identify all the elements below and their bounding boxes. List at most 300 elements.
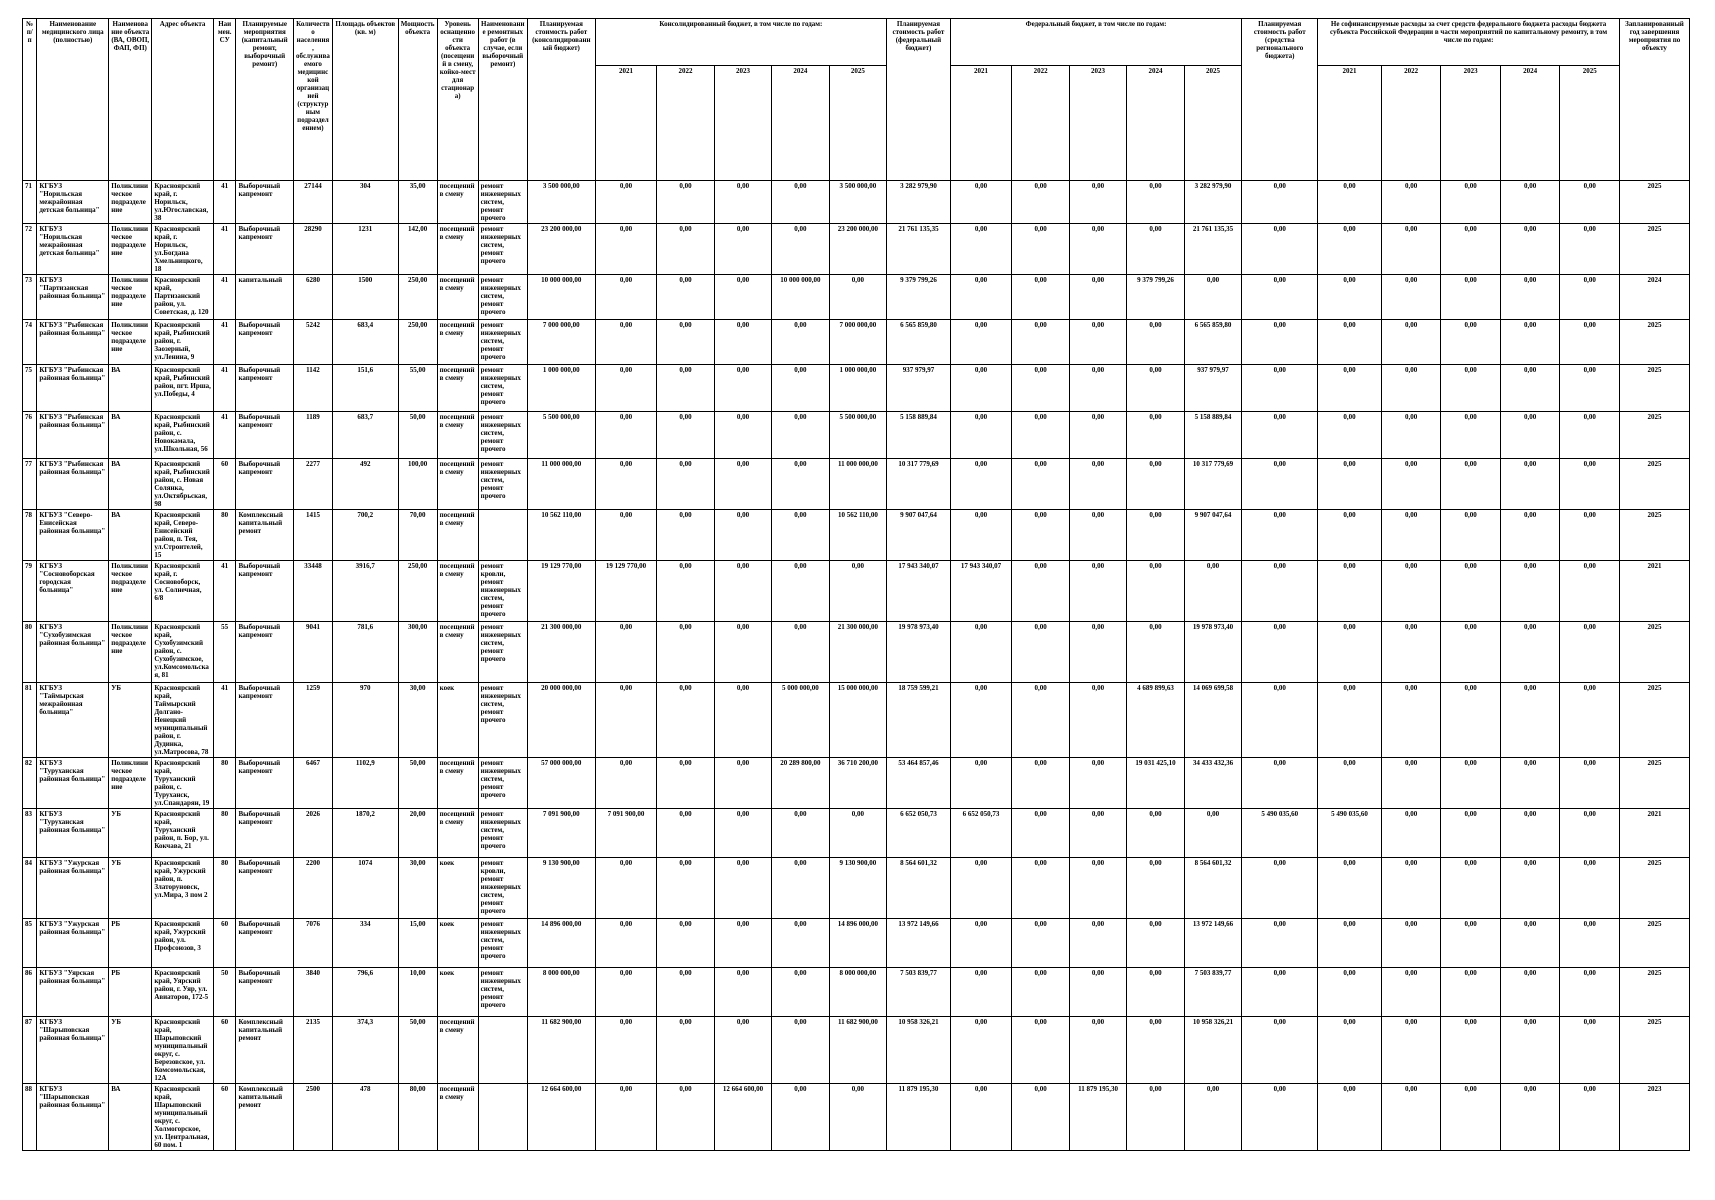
table-row [23, 1084, 1690, 1151]
regional-year-value: 0,00 [1441, 858, 1501, 919]
consolidated-year-value: 0,00 [714, 561, 771, 622]
regional-year-value: 0,00 [1441, 320, 1501, 365]
consolidated-year-value: 0,00 [595, 758, 657, 809]
regional-year-value: 0,00 [1381, 510, 1441, 561]
regional-year-value: 0,00 [1381, 683, 1441, 758]
total-cost: 5 500 000,00 [527, 412, 595, 459]
federal-year-value: 0,00 [1012, 683, 1069, 758]
year-header: 2025 [1560, 66, 1620, 181]
planned-event: Выборочный капремонт [236, 561, 293, 622]
consolidated-year-value: 0,00 [657, 1084, 714, 1151]
code-cell: 80 [213, 510, 236, 561]
consolidated-year-value: 21 300 000,00 [829, 622, 886, 683]
population: 6280 [293, 275, 332, 320]
consolidated-year-value: 0,00 [714, 809, 771, 858]
federal-year-value: 14 069 699,58 [1184, 683, 1242, 758]
area: 1500 [332, 275, 398, 320]
table-row [23, 758, 1690, 809]
regional-year-value: 5 490 035,60 [1318, 809, 1382, 858]
consolidated-year-value: 5 500 000,00 [829, 412, 886, 459]
header-works: Наименование ремонтных работ (в случае, если выборочный ремонт) [478, 19, 527, 181]
consolidated-year-value: 0,00 [714, 459, 771, 510]
object-address: Красноярский край, Туруханский район, п. Бор, ул. Кокчава, 21 [152, 809, 214, 858]
code-cell: 80 [213, 758, 236, 809]
regional-year-value: 0,00 [1318, 275, 1382, 320]
completion-year: 2025 [1619, 224, 1689, 275]
regional-year-value: 0,00 [1318, 919, 1382, 968]
federal-year-value: 0,00 [1069, 459, 1126, 510]
regional-year-value: 0,00 [1560, 320, 1620, 365]
federal-year-value: 0,00 [1012, 365, 1069, 412]
institution-name: КГБУЗ "Норильская межрайонная детская больница" [37, 224, 109, 275]
consolidated-year-value: 0,00 [714, 365, 771, 412]
year-header: 2021 [1318, 66, 1382, 181]
code-cell: 80 [213, 809, 236, 858]
consolidated-year-value: 0,00 [657, 809, 714, 858]
federal-year-value: 34 433 432,36 [1184, 758, 1242, 809]
federal-year-value: 0,00 [1127, 412, 1184, 459]
consolidated-year-value: 0,00 [772, 412, 829, 459]
object-address: Красноярский край, Партизанский район, ул. Советская, д. 120 [152, 275, 214, 320]
header-cost: Планируемая стоимость работ (консолидированный бюджет) [527, 19, 595, 181]
object-address: Красноярский край, г. Норильск, ул.Югославская, 38 [152, 181, 214, 224]
row-number: 84 [23, 858, 37, 919]
header-institution: Наименование медицинского лица (полностью) [37, 19, 109, 181]
planned-event: Выборочный капремонт [236, 224, 293, 275]
regional-year-value: 0,00 [1560, 1084, 1620, 1151]
division-type: Поликлиническое подразделение [109, 224, 152, 275]
repair-works: ремонт инженерных систем, ремонт прочего [478, 968, 527, 1017]
regional-year-value: 0,00 [1318, 224, 1382, 275]
federal-year-value: 19 978 973,40 [1184, 622, 1242, 683]
regional-year-value: 0,00 [1318, 181, 1382, 224]
capacity: 50,00 [398, 412, 437, 459]
consolidated-year-value: 0,00 [595, 858, 657, 919]
capital-repair-table [22, 18, 1690, 1151]
consolidated-year-value: 0,00 [657, 275, 714, 320]
consolidated-year-value: 9 130 900,00 [829, 858, 886, 919]
institution-name: КГБУЗ "Ужурская районная больница" [37, 919, 109, 968]
federal-year-value: 0,00 [1127, 968, 1184, 1017]
capacity: 30,00 [398, 858, 437, 919]
total-cost: 19 129 770,00 [527, 561, 595, 622]
header-federal-cost: Планируемая стоимость работ (федеральный бюджет) [887, 19, 951, 181]
row-number: 88 [23, 1084, 37, 1151]
document-page [22, 18, 1690, 1151]
consolidated-year-value: 36 710 200,00 [829, 758, 886, 809]
federal-year-value: 3 282 979,90 [1184, 181, 1242, 224]
total-cost: 11 682 900,00 [527, 1017, 595, 1084]
repair-works: ремонт инженерных систем, ремонт прочего [478, 459, 527, 510]
area: 796,6 [332, 968, 398, 1017]
object-address: Красноярский край, Шарыповский муниципальный округ, с. Холмогорское, ул. Центральная, 60 пом. 1 [152, 1084, 214, 1151]
planned-event: Выборочный капремонт [236, 809, 293, 858]
regional-year-value: 0,00 [1318, 683, 1382, 758]
completion-year: 2025 [1619, 459, 1689, 510]
consolidated-year-value: 0,00 [657, 968, 714, 1017]
consolidated-year-value: 0,00 [829, 809, 886, 858]
planned-event: Выборочный капремонт [236, 320, 293, 365]
total-cost: 21 300 000,00 [527, 622, 595, 683]
consolidated-year-value: 0,00 [657, 758, 714, 809]
regional-year-value: 0,00 [1441, 510, 1501, 561]
institution-name: КГБУЗ "Рыбинская районная больница" [37, 320, 109, 365]
regional-year-value: 0,00 [1441, 1084, 1501, 1151]
row-number: 76 [23, 412, 37, 459]
existing-level: коек [437, 968, 478, 1017]
consolidated-year-value: 0,00 [657, 622, 714, 683]
consolidated-year-value: 0,00 [772, 622, 829, 683]
existing-level: посещений в смену [437, 320, 478, 365]
federal-year-value: 0,00 [1012, 275, 1069, 320]
consolidated-year-value: 0,00 [772, 809, 829, 858]
federal-year-value: 0,00 [1069, 561, 1126, 622]
completion-year: 2025 [1619, 412, 1689, 459]
regional-year-value: 0,00 [1500, 1084, 1560, 1151]
planned-event: Выборочный капремонт [236, 622, 293, 683]
federal-cost: 9 907 047,64 [887, 510, 951, 561]
regional-year-value: 0,00 [1381, 224, 1441, 275]
institution-name: КГБУЗ "Шарыповская районная больница" [37, 1017, 109, 1084]
consolidated-year-value: 12 664 600,00 [714, 1084, 771, 1151]
repair-works: ремонт инженерных систем, ремонт прочего [478, 224, 527, 275]
regional-year-value: 0,00 [1500, 758, 1560, 809]
regional-cost: 0,00 [1242, 968, 1318, 1017]
federal-year-value: 0,00 [950, 968, 1012, 1017]
year-header: 2024 [1500, 66, 1560, 181]
consolidated-year-value: 0,00 [714, 968, 771, 1017]
row-number: 71 [23, 181, 37, 224]
division-type: Поликлиническое подразделение [109, 758, 152, 809]
consolidated-year-value: 0,00 [657, 510, 714, 561]
table-row [23, 1017, 1690, 1084]
code-cell: 41 [213, 561, 236, 622]
planned-event: Выборочный капремонт [236, 181, 293, 224]
existing-level: посещений в смену [437, 809, 478, 858]
row-number: 82 [23, 758, 37, 809]
year-header: 2021 [950, 66, 1012, 181]
year-header: 2023 [1441, 66, 1501, 181]
capacity: 30,00 [398, 683, 437, 758]
consolidated-year-value: 0,00 [829, 1084, 886, 1151]
federal-year-value: 0,00 [1069, 683, 1126, 758]
federal-year-value: 0,00 [950, 224, 1012, 275]
year-header: 2025 [1184, 66, 1242, 181]
object-address: Красноярский край, г. Сосновоборск, ул. Солнечная, 6/8 [152, 561, 214, 622]
table-row [23, 181, 1690, 224]
completion-year: 2025 [1619, 510, 1689, 561]
regional-year-value: 0,00 [1500, 459, 1560, 510]
total-cost: 23 200 000,00 [527, 224, 595, 275]
total-cost: 9 130 900,00 [527, 858, 595, 919]
institution-name: КГБУЗ "Сухобузимская районная больница" [37, 622, 109, 683]
consolidated-year-value: 0,00 [714, 1017, 771, 1084]
federal-cost: 9 379 799,26 [887, 275, 951, 320]
row-number: 81 [23, 683, 37, 758]
regional-year-value: 0,00 [1500, 561, 1560, 622]
consolidated-year-value: 0,00 [772, 561, 829, 622]
regional-year-value: 0,00 [1560, 622, 1620, 683]
consolidated-year-value: 0,00 [772, 968, 829, 1017]
regional-year-value: 0,00 [1441, 459, 1501, 510]
header-regional-cost: Планируемая стоимость работ (средства регионального бюджета) [1242, 19, 1318, 181]
capacity: 250,00 [398, 320, 437, 365]
regional-year-value: 0,00 [1318, 320, 1382, 365]
object-address: Красноярский край, г. Норильск, ул.Богдана Хмельницкого, 18 [152, 224, 214, 275]
federal-cost: 7 503 839,77 [887, 968, 951, 1017]
federal-year-value: 0,00 [1069, 365, 1126, 412]
area: 3916,7 [332, 561, 398, 622]
area: 1074 [332, 858, 398, 919]
federal-year-value: 0,00 [1069, 412, 1126, 459]
table-body [23, 181, 1690, 1151]
federal-year-value: 0,00 [1069, 858, 1126, 919]
consolidated-year-value: 14 896 000,00 [829, 919, 886, 968]
repair-works [478, 1084, 527, 1151]
regional-year-value: 0,00 [1318, 758, 1382, 809]
consolidated-year-value: 0,00 [595, 224, 657, 275]
division-type: РБ [109, 968, 152, 1017]
table-row [23, 224, 1690, 275]
capacity: 100,00 [398, 459, 437, 510]
regional-cost: 0,00 [1242, 365, 1318, 412]
code-cell: 60 [213, 1084, 236, 1151]
header-consolidated: Консолидированный бюджет, в том числе по годам: [595, 19, 886, 66]
division-type: ВА [109, 1084, 152, 1151]
capacity: 142,00 [398, 224, 437, 275]
year-header: 2024 [772, 66, 829, 181]
federal-year-value: 0,00 [950, 275, 1012, 320]
area: 334 [332, 919, 398, 968]
row-number: 79 [23, 561, 37, 622]
regional-year-value: 0,00 [1500, 224, 1560, 275]
federal-year-value: 0,00 [950, 919, 1012, 968]
division-type: ВА [109, 412, 152, 459]
federal-cost: 10 958 326,21 [887, 1017, 951, 1084]
regional-year-value: 0,00 [1381, 858, 1441, 919]
federal-year-value: 9 379 799,26 [1127, 275, 1184, 320]
code-cell: 50 [213, 968, 236, 1017]
federal-year-value: 0,00 [1012, 809, 1069, 858]
regional-cost: 0,00 [1242, 275, 1318, 320]
federal-year-value: 0,00 [1069, 510, 1126, 561]
consolidated-year-value: 0,00 [595, 1084, 657, 1151]
division-type: УБ [109, 858, 152, 919]
header-federal: Федеральный бюджет, в том числе по годам: [950, 19, 1242, 66]
consolidated-year-value: 0,00 [714, 919, 771, 968]
completion-year: 2021 [1619, 809, 1689, 858]
existing-level: посещений в смену [437, 275, 478, 320]
header-code: Наимен. СУ [213, 19, 236, 181]
area: 151,6 [332, 365, 398, 412]
federal-year-value: 0,00 [1069, 224, 1126, 275]
capacity: 55,00 [398, 365, 437, 412]
consolidated-year-value: 0,00 [595, 968, 657, 1017]
capacity: 50,00 [398, 758, 437, 809]
consolidated-year-value: 0,00 [657, 1017, 714, 1084]
federal-year-value: 5 158 889,84 [1184, 412, 1242, 459]
federal-cost: 10 317 779,69 [887, 459, 951, 510]
regional-year-value: 0,00 [1500, 320, 1560, 365]
consolidated-year-value: 10 562 110,00 [829, 510, 886, 561]
federal-year-value: 11 879 195,30 [1069, 1084, 1126, 1151]
code-cell: 41 [213, 365, 236, 412]
consolidated-year-value: 0,00 [595, 683, 657, 758]
federal-year-value: 0,00 [1127, 1017, 1184, 1084]
total-cost: 14 896 000,00 [527, 919, 595, 968]
consolidated-year-value: 8 000 000,00 [829, 968, 886, 1017]
object-address: Красноярский край, Уярский район, г. Уяр, ул. Авиаторов, 172-5 [152, 968, 214, 1017]
regional-cost: 0,00 [1242, 622, 1318, 683]
table-row [23, 968, 1690, 1017]
regional-year-value: 0,00 [1500, 510, 1560, 561]
institution-name: КГБУЗ "Туруханская районная больница" [37, 758, 109, 809]
completion-year: 2025 [1619, 181, 1689, 224]
federal-cost: 8 564 601,32 [887, 858, 951, 919]
federal-year-value: 0,00 [1069, 919, 1126, 968]
regional-year-value: 0,00 [1318, 510, 1382, 561]
regional-year-value: 0,00 [1318, 459, 1382, 510]
row-number: 87 [23, 1017, 37, 1084]
total-cost: 10 000 000,00 [527, 275, 595, 320]
regional-cost: 0,00 [1242, 919, 1318, 968]
consolidated-year-value: 0,00 [772, 365, 829, 412]
consolidated-year-value: 7 000 000,00 [829, 320, 886, 365]
regional-year-value: 0,00 [1318, 365, 1382, 412]
table-row [23, 275, 1690, 320]
existing-level: посещений в смену [437, 1084, 478, 1151]
regional-year-value: 0,00 [1441, 968, 1501, 1017]
completion-year: 2023 [1619, 1084, 1689, 1151]
regional-cost: 0,00 [1242, 181, 1318, 224]
federal-year-value: 8 564 601,32 [1184, 858, 1242, 919]
total-cost: 7 000 000,00 [527, 320, 595, 365]
consolidated-year-value: 0,00 [829, 275, 886, 320]
regional-year-value: 0,00 [1381, 412, 1441, 459]
planned-event: Комплексный капитальный ремонт [236, 510, 293, 561]
regional-cost: 0,00 [1242, 459, 1318, 510]
federal-year-value: 0,00 [1127, 320, 1184, 365]
consolidated-year-value: 11 682 900,00 [829, 1017, 886, 1084]
object-address: Красноярский край, Таймырский Долгано-Ненецкий муниципальный район, г. Дудинка, ул.Матросова, 78 [152, 683, 214, 758]
repair-works: ремонт инженерных систем, ремонт прочего [478, 412, 527, 459]
consolidated-year-value: 0,00 [595, 919, 657, 968]
federal-year-value: 0,00 [1127, 858, 1184, 919]
consolidated-year-value: 10 000 000,00 [772, 275, 829, 320]
repair-works: ремонт инженерных систем, ремонт прочего [478, 181, 527, 224]
division-type: УБ [109, 1017, 152, 1084]
object-address: Красноярский край, Ужурский район, п. Златоруновск, ул.Мира, 3 пом 2 [152, 858, 214, 919]
population: 2277 [293, 459, 332, 510]
regional-year-value: 0,00 [1381, 561, 1441, 622]
repair-works: ремонт инженерных систем, ремонт прочего [478, 809, 527, 858]
federal-year-value: 0,00 [950, 459, 1012, 510]
institution-name: КГБУЗ "Шарыповская районная больница" [37, 1084, 109, 1151]
consolidated-year-value: 20 289 800,00 [772, 758, 829, 809]
federal-year-value: 6 652 050,73 [950, 809, 1012, 858]
regional-year-value: 0,00 [1318, 1017, 1382, 1084]
federal-year-value: 0,00 [950, 412, 1012, 459]
code-cell: 41 [213, 412, 236, 459]
regional-year-value: 0,00 [1381, 275, 1441, 320]
object-address: Красноярский край, Рыбинский район, с. Новая Солянка, ул.Октябрьская, 98 [152, 459, 214, 510]
consolidated-year-value: 0,00 [772, 459, 829, 510]
division-type: Поликлиническое подразделение [109, 275, 152, 320]
regional-year-value: 0,00 [1441, 683, 1501, 758]
regional-cost: 0,00 [1242, 1017, 1318, 1084]
federal-year-value: 0,00 [1012, 1084, 1069, 1151]
federal-year-value: 4 689 899,63 [1127, 683, 1184, 758]
regional-year-value: 0,00 [1560, 858, 1620, 919]
existing-level: посещений в смену [437, 1017, 478, 1084]
federal-year-value: 0,00 [1069, 968, 1126, 1017]
code-cell: 55 [213, 622, 236, 683]
division-type: РБ [109, 919, 152, 968]
total-cost: 8 000 000,00 [527, 968, 595, 1017]
area: 781,6 [332, 622, 398, 683]
area: 1102,9 [332, 758, 398, 809]
federal-year-value: 0,00 [1012, 181, 1069, 224]
header-population: Количество населения, обслуживаемого медицинской организацией (структурным подразделением) [293, 19, 332, 181]
regional-year-value: 0,00 [1500, 809, 1560, 858]
consolidated-year-value: 0,00 [595, 181, 657, 224]
code-cell: 41 [213, 320, 236, 365]
regional-year-value: 0,00 [1560, 224, 1620, 275]
existing-level: посещений в смену [437, 758, 478, 809]
row-number: 86 [23, 968, 37, 1017]
consolidated-year-value: 23 200 000,00 [829, 224, 886, 275]
total-cost: 12 664 600,00 [527, 1084, 595, 1151]
consolidated-year-value: 0,00 [657, 683, 714, 758]
federal-year-value: 0,00 [950, 622, 1012, 683]
planned-event: Выборочный капремонт [236, 459, 293, 510]
regional-year-value: 0,00 [1381, 1017, 1441, 1084]
regional-year-value: 0,00 [1441, 224, 1501, 275]
regional-year-value: 0,00 [1381, 459, 1441, 510]
institution-name: КГБУЗ "Партизанская районная больница" [37, 275, 109, 320]
consolidated-year-value: 0,00 [772, 320, 829, 365]
consolidated-year-value: 0,00 [772, 1084, 829, 1151]
table-row [23, 809, 1690, 858]
federal-year-value: 0,00 [1184, 275, 1242, 320]
regional-year-value: 0,00 [1560, 561, 1620, 622]
capacity: 250,00 [398, 275, 437, 320]
consolidated-year-value: 0,00 [657, 224, 714, 275]
consolidated-year-value: 0,00 [657, 181, 714, 224]
existing-level: посещений в смену [437, 412, 478, 459]
completion-year: 2025 [1619, 622, 1689, 683]
regional-year-value: 0,00 [1381, 365, 1441, 412]
repair-works: ремонт инженерных систем, ремонт прочего [478, 622, 527, 683]
existing-level: посещений в смену [437, 622, 478, 683]
division-type: ВА [109, 459, 152, 510]
regional-year-value: 0,00 [1381, 181, 1441, 224]
federal-cost: 21 761 135,35 [887, 224, 951, 275]
total-cost: 10 562 110,00 [527, 510, 595, 561]
consolidated-year-value: 5 000 000,00 [772, 683, 829, 758]
object-address: Красноярский край, Рыбинский район, с. Новокамала, ул.Школьная, 56 [152, 412, 214, 459]
consolidated-year-value: 0,00 [595, 459, 657, 510]
federal-cost: 11 879 195,30 [887, 1084, 951, 1151]
row-number: 74 [23, 320, 37, 365]
code-cell: 60 [213, 1017, 236, 1084]
population: 9041 [293, 622, 332, 683]
capacity: 50,00 [398, 1017, 437, 1084]
regional-year-value: 0,00 [1318, 858, 1382, 919]
federal-year-value: 0,00 [1012, 1017, 1069, 1084]
federal-year-value: 0,00 [950, 510, 1012, 561]
consolidated-year-value: 15 000 000,00 [829, 683, 886, 758]
